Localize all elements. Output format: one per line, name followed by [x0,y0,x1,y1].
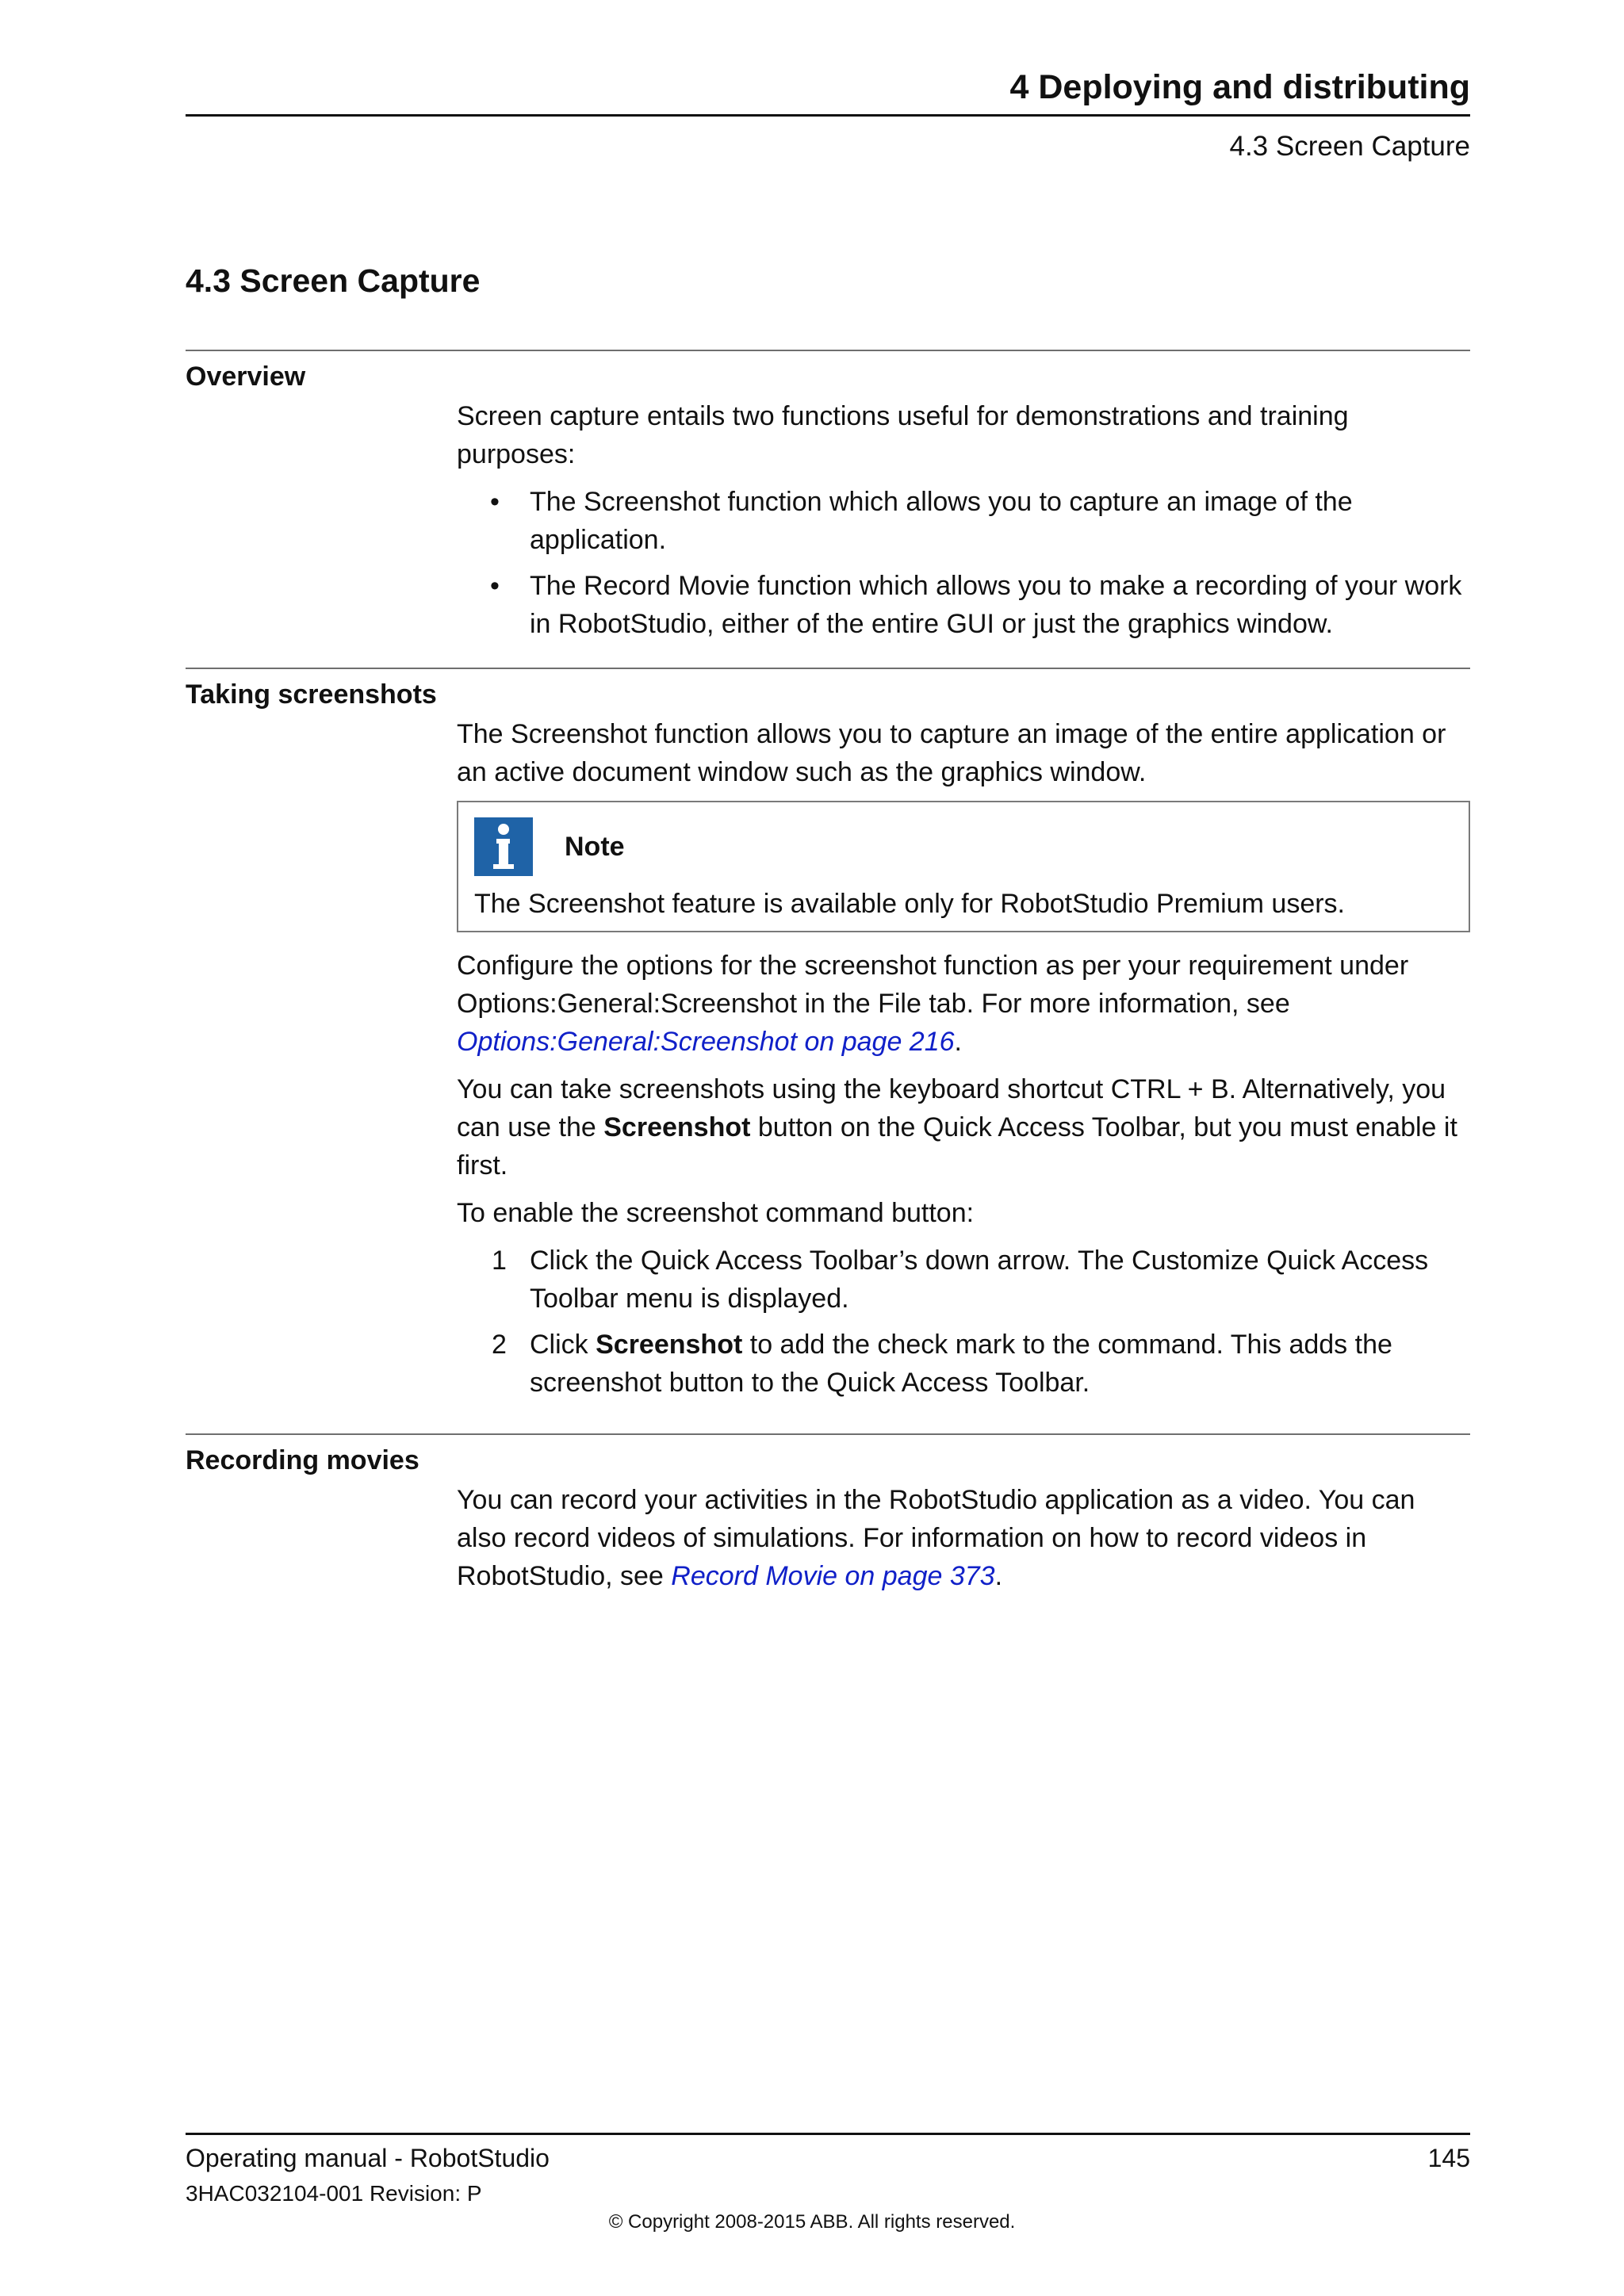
chapter-heading: 4 Deploying and distributing [186,65,1470,117]
info-icon [474,817,533,876]
shortcut-text: You can take screenshots using the keyboard shortcut CTRL + B. Alternatively, you can use the [457,1074,1446,1142]
recording-movies-body [457,1435,1470,1595]
list-item [457,1242,1470,1318]
taking-screenshots-section [186,668,1470,1410]
overview-label: Overview [186,362,306,392]
bullet-text: The Record Movie function which allows you to make a recording of your work in RobotStudio, either of the entire GUI or just the graphics window. [530,571,1462,639]
overview-intro: Screen capture entails two functions useful for demonstrations and training purposes: [457,401,1349,469]
movies-paragraph [457,1481,1470,1595]
step-number: 2 [492,1330,507,1360]
taking-screenshots-label: Taking screenshots [186,679,437,710]
overview-body [457,351,1470,643]
recording-movies-section [186,1433,1470,1605]
screenshot-term: Screenshot [603,1112,751,1142]
bullet-marker: • [490,571,500,601]
page-number: 145 [1427,2144,1470,2172]
footer-row [186,2141,1470,2175]
enable-steps-list [457,1242,1470,1402]
copyright-notice: © Copyright 2008-2015 ABB. All rights reserved. [608,2211,1016,2233]
running-header [186,65,1470,164]
bullet-text: The Screenshot function which allows you to capture an image of the application. [530,487,1353,555]
config-paragraph [457,947,1470,1061]
config-text: Configure the options for the screenshot function as per your requirement under Options:General:Screenshot in the File tab. For more information, see [457,951,1409,1019]
note-text: The Screenshot feature is available only for RobotStudio Premium users. [474,889,1345,919]
manual-name: Operating manual - RobotStudio [186,2144,550,2172]
shortcut-paragraph [457,1070,1470,1184]
page-title: 4.3 Screen Capture [186,262,481,299]
period: . [954,1027,962,1057]
taking-screenshots-body [457,669,1470,1402]
list-item [457,1326,1470,1402]
step-number: 1 [492,1246,507,1276]
options-screenshot-link[interactable]: Options:General:Screenshot on page 216 [457,1027,955,1057]
bullet-marker: • [490,487,500,517]
info-icon-glyph [485,822,522,871]
note-box [457,801,1470,932]
overview-section [186,350,1470,651]
step-text: Click the Quick Access Toolbar’s down arrow. The Customize Quick Access Toolbar menu is displayed. [530,1246,1429,1314]
screenshots-intro: The Screenshot function allows you to capture an image of the entire application or an active document window such as the graphics window. [457,719,1446,787]
section-heading: 4.3 Screen Capture [1229,131,1470,162]
document-id: 3HAC032104-001 Revision: P [186,2181,482,2206]
screenshot-term: Screenshot [596,1330,743,1360]
overview-bullet-list [457,483,1470,643]
page-footer [186,2133,1470,2210]
recording-movies-label: Recording movies [186,1445,419,1475]
note-header [474,813,1453,880]
movies-text: You can record your activities in the RobotStudio application as a video. You can also record videos of simulations. For information on how to record videos in RobotStudio, see [457,1485,1415,1591]
enable-intro: To enable the screenshot command button: [457,1198,975,1228]
list-item [457,567,1470,643]
record-movie-link[interactable]: Record Movie on page 373 [671,1561,995,1591]
period: . [994,1561,1003,1591]
shortcut-text-end: button on the Quick Access Toolbar, but you must enable it first. [457,1112,1457,1181]
note-title: Note [565,832,625,862]
list-item [457,483,1470,559]
step-text-start: Click [530,1330,596,1360]
step-text-end: to add the check mark to the command. This adds the screenshot button to the Quick Access Toolbar. [530,1330,1392,1398]
